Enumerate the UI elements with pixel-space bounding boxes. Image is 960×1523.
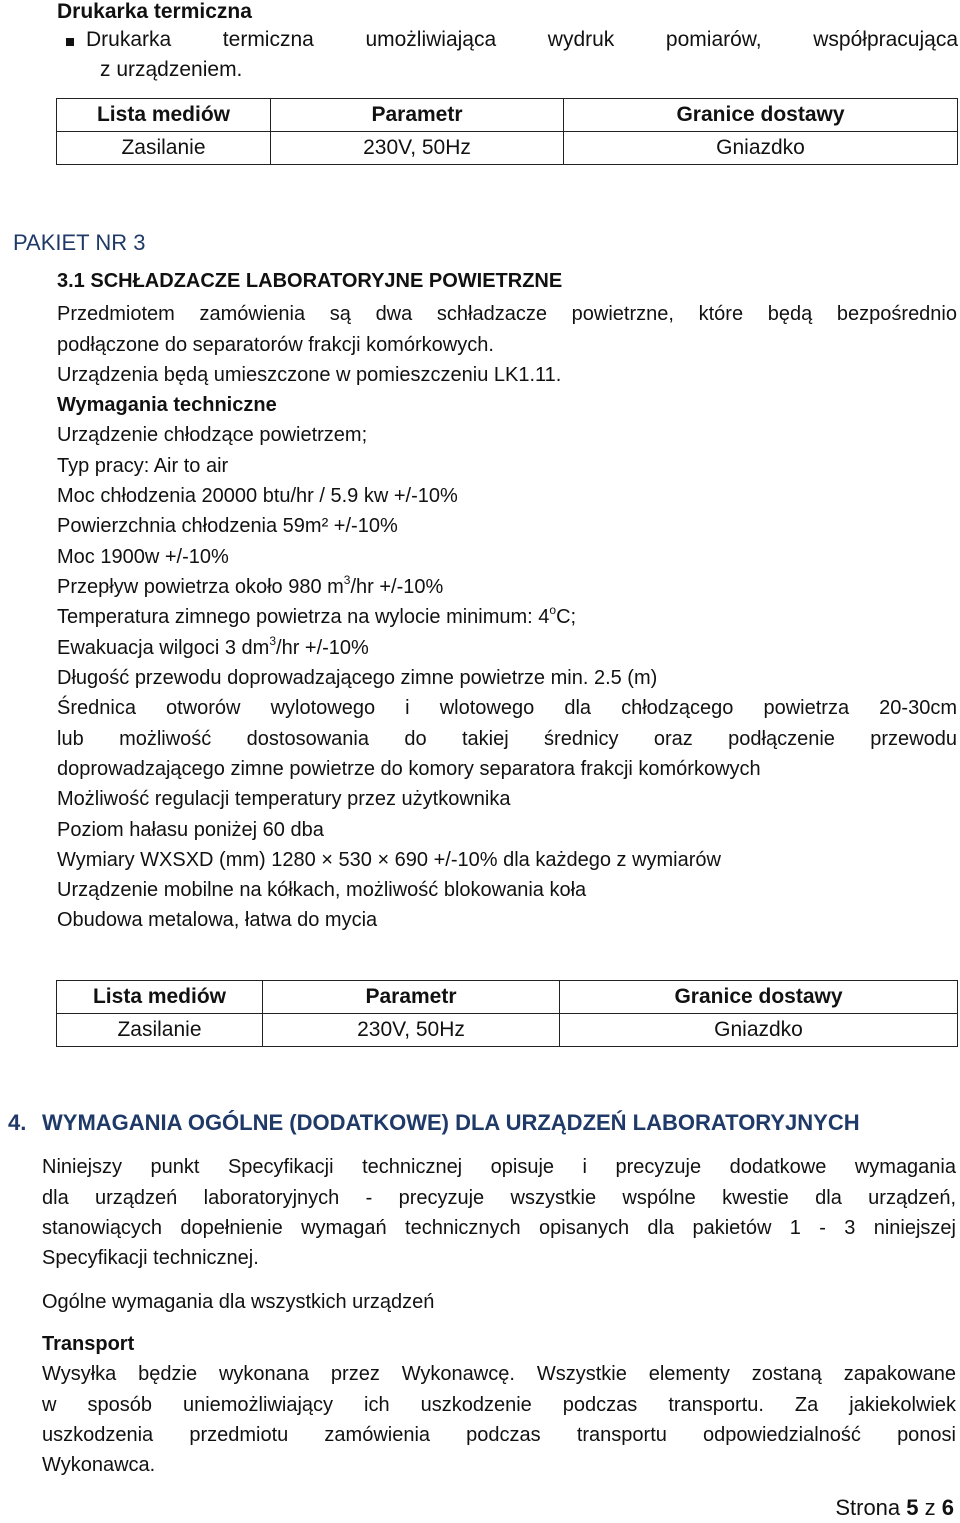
paragraph-line: Wykonawca. [42, 1454, 156, 1476]
square-bullet-icon [66, 38, 74, 46]
requirement-text: /hr +/-10% [350, 576, 444, 598]
requirement-item: Urządzenie chłodzące powietrzem; [57, 424, 368, 446]
page-label: Strona [835, 1495, 907, 1520]
intro-line: Przedmiotem zamówienia są dwa schładzacze powietrzne, które będą bezpośrednio [57, 303, 957, 325]
requirement-item: Typ pracy: Air to air [57, 455, 229, 477]
requirements-heading: Wymagania techniczne [57, 394, 277, 416]
transport-heading: Transport [42, 1333, 135, 1355]
requirement-item [57, 573, 444, 599]
requirement-text: Przepływ powietrza około 980 m [57, 576, 344, 598]
superscript: 3 [269, 634, 277, 648]
printer-bullet-line1: Drukarka termiczna umożliwiająca wydruk pomiarów, współpracująca [86, 28, 958, 51]
requirement-text: Temperatura zimnego powietrza na wylocie minimum: 4 [57, 606, 550, 628]
table-header-cell: Granice dostawy [564, 99, 958, 132]
requirement-item: Moc chłodzenia 20000 btu/hr / 5.9 kw +/-10% [57, 485, 458, 507]
table-header-cell: Parametr [263, 981, 560, 1014]
superscript: 3 [343, 573, 351, 587]
paragraph-line: dla urządzeń laboratoryjnych - precyzuje wszystkie wspólne kwestie dla urządzeń, [42, 1187, 956, 1209]
section-title: 3.1 SCHŁADZACZE LABORATORYJNE POWIETRZNE [57, 270, 563, 292]
table-header-row [57, 981, 958, 1014]
requirement-item: Obudowa metalowa, łatwa do mycia [57, 909, 378, 931]
section-heading: WYMAGANIA OGÓLNE (DODATKOWE) DLA URZĄDZEŃ LABORATORYJNYCH [42, 1110, 860, 1135]
paragraph-line: stanowiących dopełnienie wymagań technicznych opisanych dla pakietów 1 - 3 niniejszej [42, 1217, 956, 1239]
printer-heading: Drukarka termiczna [57, 0, 252, 23]
requirement-item [57, 603, 577, 629]
media-table-1 [56, 98, 958, 165]
requirement-item: Urządzenie mobilne na kółkach, możliwość blokowania koła [57, 879, 587, 901]
paragraph-line: w sposób uniemożliwiający ich uszkodzenie podczas transportu. Za jakiekolwiek [42, 1394, 956, 1416]
table-header-cell: Lista mediów [57, 99, 271, 132]
media-table-2 [56, 980, 958, 1047]
requirement-item: Długość przewodu doprowadzającego zimne powietrze min. 2.5 (m) [57, 667, 658, 689]
paragraph-line: Ogólne wymagania dla wszystkich urządzeń [42, 1291, 435, 1313]
intro-line: podłączone do separatorów frakcji komórkowych. [57, 334, 494, 356]
table-header-cell: Lista mediów [57, 981, 263, 1014]
requirement-item: Średnica otworów wylotowego i wlotowego dla chłodzącego powietrza 20-30cm [57, 697, 957, 719]
page-separator: z [918, 1495, 942, 1520]
requirement-item: Możliwość regulacji temperatury przez użytkownika [57, 788, 511, 810]
requirement-item [57, 634, 369, 660]
table-cell: Gniazdko [564, 132, 958, 165]
intro-line: Urządzenia będą umieszczone w pomieszczeniu LK1.11. [57, 364, 562, 386]
paragraph-line: Specyfikacji technicznej. [42, 1247, 259, 1269]
table-header-cell: Granice dostawy [560, 981, 958, 1014]
current-page: 5 [906, 1495, 919, 1520]
page-number [835, 1495, 954, 1521]
requirement-text: Ewakuacja wilgoci 3 dm [57, 637, 270, 659]
table-cell: 230V, 50Hz [271, 132, 564, 165]
package-title: PAKIET NR 3 [13, 230, 146, 255]
table-row [57, 132, 958, 165]
paragraph-line: Wysyłka będzie wykonana przez Wykonawcę. Wszystkie elementy zostaną zapakowane [42, 1363, 956, 1385]
requirement-item: Poziom hałasu poniżej 60 dba [57, 819, 324, 841]
requirement-item: Wymiary WXSXD (mm) 1280 × 530 × 690 +/-10% dla każdego z wymiarów [57, 849, 721, 871]
requirement-text: /hr +/-10% [276, 637, 369, 659]
requirement-item: Moc 1900w +/-10% [57, 546, 229, 568]
table-cell: Zasilanie [57, 132, 271, 165]
section-number: 4. [8, 1110, 27, 1135]
table-header-row [57, 99, 958, 132]
paragraph-line: Niniejszy punkt Specyfikacji technicznej opisuje i precyzuje dodatkowe wymagania [42, 1156, 956, 1178]
total-pages: 6 [941, 1495, 954, 1520]
table-header-cell: Parametr [271, 99, 564, 132]
requirement-item: lub możliwość dostosowania do takiej średnicy oraz podłączenie przewodu [57, 728, 957, 750]
superscript: o [549, 603, 557, 617]
table-cell: Zasilanie [57, 1014, 263, 1047]
paragraph-line: uszkodzenia przedmiotu zamówienia podczas transportu odpowiedzialność ponosi [42, 1424, 956, 1446]
table-row [57, 1014, 958, 1047]
requirement-item: doprowadzającego zimne powietrze do komory separatora frakcji komórkowych [57, 758, 761, 780]
requirement-item: Powierzchnia chłodzenia 59m² +/-10% [57, 515, 398, 537]
printer-bullet-line2: z urządzeniem. [100, 58, 243, 81]
requirement-text: C; [556, 606, 577, 628]
table-cell: Gniazdko [560, 1014, 958, 1047]
table-cell: 230V, 50Hz [263, 1014, 560, 1047]
